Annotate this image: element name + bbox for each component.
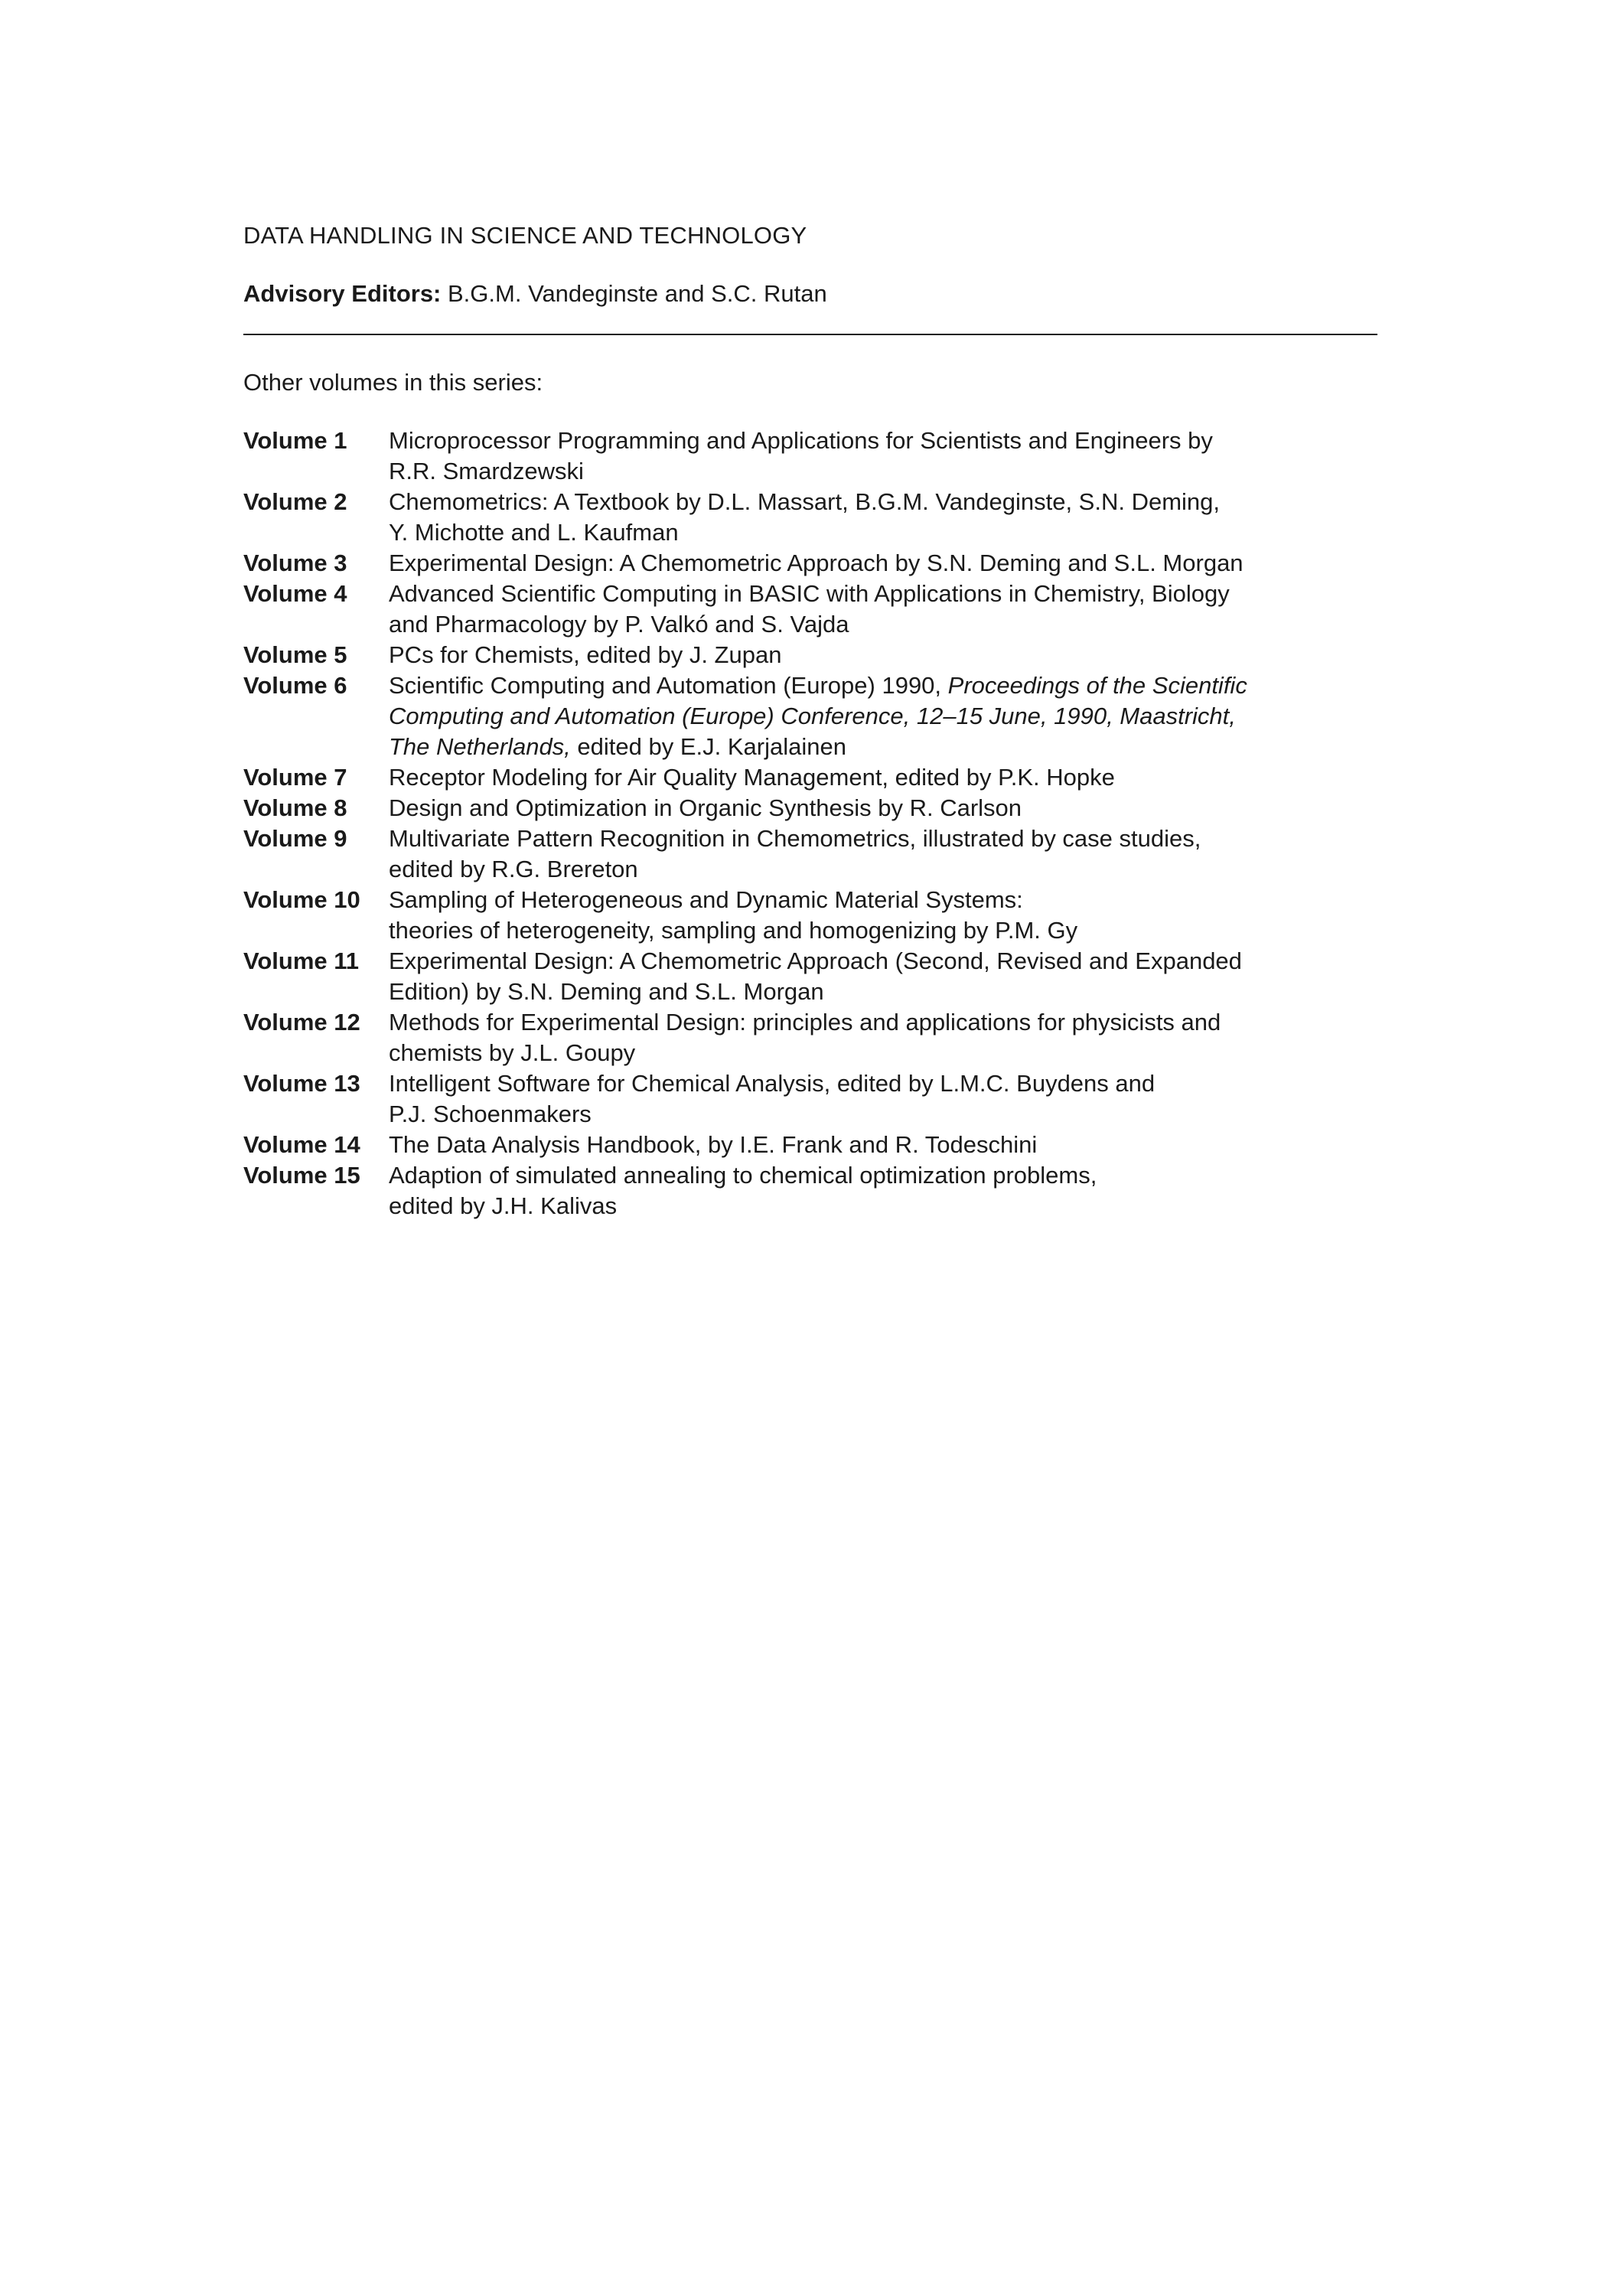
roman-text: Design and Optimization in Organic Synthesis by R. Carlson xyxy=(389,794,1022,821)
italic-text: The Netherlands, xyxy=(389,733,571,760)
roman-text: PCs for Chemists, edited by J. Zupan xyxy=(389,641,782,668)
volume-label: Volume 14 xyxy=(243,1131,360,1158)
volume-description-line xyxy=(389,609,1376,640)
volume-description xyxy=(389,1068,1376,1130)
volume-description-line xyxy=(389,915,1376,946)
roman-text: Multivariate Pattern Recognition in Chemometrics, illustrated by case studies, xyxy=(389,825,1201,852)
volume-label: Volume 10 xyxy=(243,886,360,913)
roman-text: The Data Analysis Handbook, by I.E. Frank and R. Todeschini xyxy=(389,1131,1038,1158)
advisory-editors xyxy=(243,277,1376,311)
volume-entry xyxy=(243,487,1376,548)
roman-text: Experimental Design: A Chemometric Approach by S.N. Deming and S.L. Morgan xyxy=(389,550,1244,576)
volume-entry xyxy=(243,670,1376,762)
volume-entry xyxy=(243,640,1376,670)
volume-label: Volume 4 xyxy=(243,580,347,607)
volume-description-line xyxy=(389,640,1376,670)
volume-label: Volume 3 xyxy=(243,550,347,576)
volume-entry xyxy=(243,1160,1376,1221)
volume-description-line xyxy=(389,946,1376,977)
volume-description xyxy=(389,885,1376,946)
volume-description-line xyxy=(389,1191,1376,1221)
horizontal-rule xyxy=(243,334,1377,335)
volume-description xyxy=(389,670,1376,762)
volume-description xyxy=(389,1007,1376,1068)
series-intro: Other volumes in this series: xyxy=(243,369,543,396)
volume-list xyxy=(243,426,1376,1221)
volume-entry xyxy=(243,1007,1376,1068)
volume-entry xyxy=(243,548,1376,579)
volume-description-line xyxy=(389,1099,1376,1130)
volume-description-line xyxy=(389,1007,1376,1038)
volume-description-line xyxy=(389,1038,1376,1068)
volume-entry xyxy=(243,426,1376,487)
volume-label: Volume 9 xyxy=(243,825,347,852)
volume-label: Volume 8 xyxy=(243,794,347,821)
volume-entry xyxy=(243,823,1376,885)
roman-text: Y. Michotte and L. Kaufman xyxy=(389,519,679,546)
roman-text: edited by E.J. Karjalainen xyxy=(570,733,846,760)
volume-description-line xyxy=(389,732,1376,762)
volume-description-line xyxy=(389,823,1376,854)
volume-label: Volume 15 xyxy=(243,1162,360,1189)
volume-label: Volume 7 xyxy=(243,764,347,791)
volume-description xyxy=(389,548,1376,579)
roman-text: Sampling of Heterogeneous and Dynamic Material Systems: xyxy=(389,886,1023,913)
volume-label: Volume 1 xyxy=(243,427,347,454)
roman-text: R.R. Smardzewski xyxy=(389,458,584,484)
volume-entry xyxy=(243,1068,1376,1130)
volume-description-line xyxy=(389,762,1376,793)
volume-label: Volume 13 xyxy=(243,1070,360,1097)
volume-description xyxy=(389,579,1376,640)
roman-text: Intelligent Software for Chemical Analysis, edited by L.M.C. Buydens and xyxy=(389,1070,1156,1097)
advisory-editors-names: B.G.M. Vandeginste and S.C. Rutan xyxy=(441,280,827,307)
volume-entry xyxy=(243,793,1376,823)
roman-text: Microprocessor Programming and Applications for Scientists and Engineers by xyxy=(389,427,1213,454)
roman-text: Adaption of simulated annealing to chemical optimization problems, xyxy=(389,1162,1097,1189)
volume-description-line xyxy=(389,670,1376,701)
volume-description-line xyxy=(389,1068,1376,1099)
roman-text: Methods for Experimental Design: principles and applications for physicists and xyxy=(389,1009,1221,1035)
volume-entry xyxy=(243,579,1376,640)
volume-label: Volume 12 xyxy=(243,1009,360,1035)
roman-text: edited by R.G. Brereton xyxy=(389,856,638,882)
volume-description xyxy=(389,1130,1376,1160)
volume-entry xyxy=(243,1130,1376,1160)
volume-description-line xyxy=(389,487,1376,517)
roman-text: Receptor Modeling for Air Quality Management, edited by P.K. Hopke xyxy=(389,764,1115,791)
volume-description xyxy=(389,640,1376,670)
volume-label: Volume 6 xyxy=(243,672,347,699)
roman-text: theories of heterogeneity, sampling and homogenizing by P.M. Gy xyxy=(389,917,1078,944)
volume-description xyxy=(389,762,1376,793)
roman-text: and Pharmacology by P. Valkó and S. Vajda xyxy=(389,611,849,638)
volume-description xyxy=(389,823,1376,885)
roman-text: P.J. Schoenmakers xyxy=(389,1101,592,1127)
volume-description-line xyxy=(389,854,1376,885)
volume-entry xyxy=(243,762,1376,793)
volume-label: Volume 5 xyxy=(243,641,347,668)
volume-label: Volume 2 xyxy=(243,488,347,515)
volume-description-line xyxy=(389,456,1376,487)
roman-text: Advanced Scientific Computing in BASIC with Applications in Chemistry, Biology xyxy=(389,580,1230,607)
volume-description xyxy=(389,426,1376,487)
volume-description-line xyxy=(389,701,1376,732)
roman-text: edited by J.H. Kalivas xyxy=(389,1192,618,1219)
volume-label: Volume 11 xyxy=(243,947,360,974)
advisory-editors-label: Advisory Editors: xyxy=(243,280,442,307)
volume-description-line xyxy=(389,793,1376,823)
italic-text: Computing and Automation (Europe) Conference, 12–15 June, 1990, Maastricht, xyxy=(389,703,1236,729)
roman-text: Experimental Design: A Chemometric Approach (Second, Revised and Expanded xyxy=(389,947,1242,974)
volume-description-line xyxy=(389,548,1376,579)
volume-description xyxy=(389,487,1376,548)
volume-description xyxy=(389,793,1376,823)
volume-description xyxy=(389,1160,1376,1221)
volume-description-line xyxy=(389,426,1376,456)
series-title: DATA HANDLING IN SCIENCE AND TECHNOLOGY xyxy=(243,222,807,249)
volume-description-line xyxy=(389,579,1376,609)
volume-description-line xyxy=(389,1160,1376,1191)
italic-text: Proceedings of the Scientific xyxy=(947,672,1247,699)
volume-entry xyxy=(243,885,1376,946)
roman-text: Scientific Computing and Automation (Europe) 1990, xyxy=(389,672,948,699)
roman-text: Edition) by S.N. Deming and S.L. Morgan xyxy=(389,978,824,1005)
volume-entry xyxy=(243,946,1376,1007)
volume-description-line xyxy=(389,885,1376,915)
roman-text: Chemometrics: A Textbook by D.L. Massart, B.G.M. Vandeginste, S.N. Deming, xyxy=(389,488,1221,515)
document-page xyxy=(243,219,1376,1221)
volume-description xyxy=(389,946,1376,1007)
volume-description-line xyxy=(389,1130,1376,1160)
volume-description-line xyxy=(389,977,1376,1007)
roman-text: chemists by J.L. Goupy xyxy=(389,1039,636,1066)
volume-description-line xyxy=(389,517,1376,548)
